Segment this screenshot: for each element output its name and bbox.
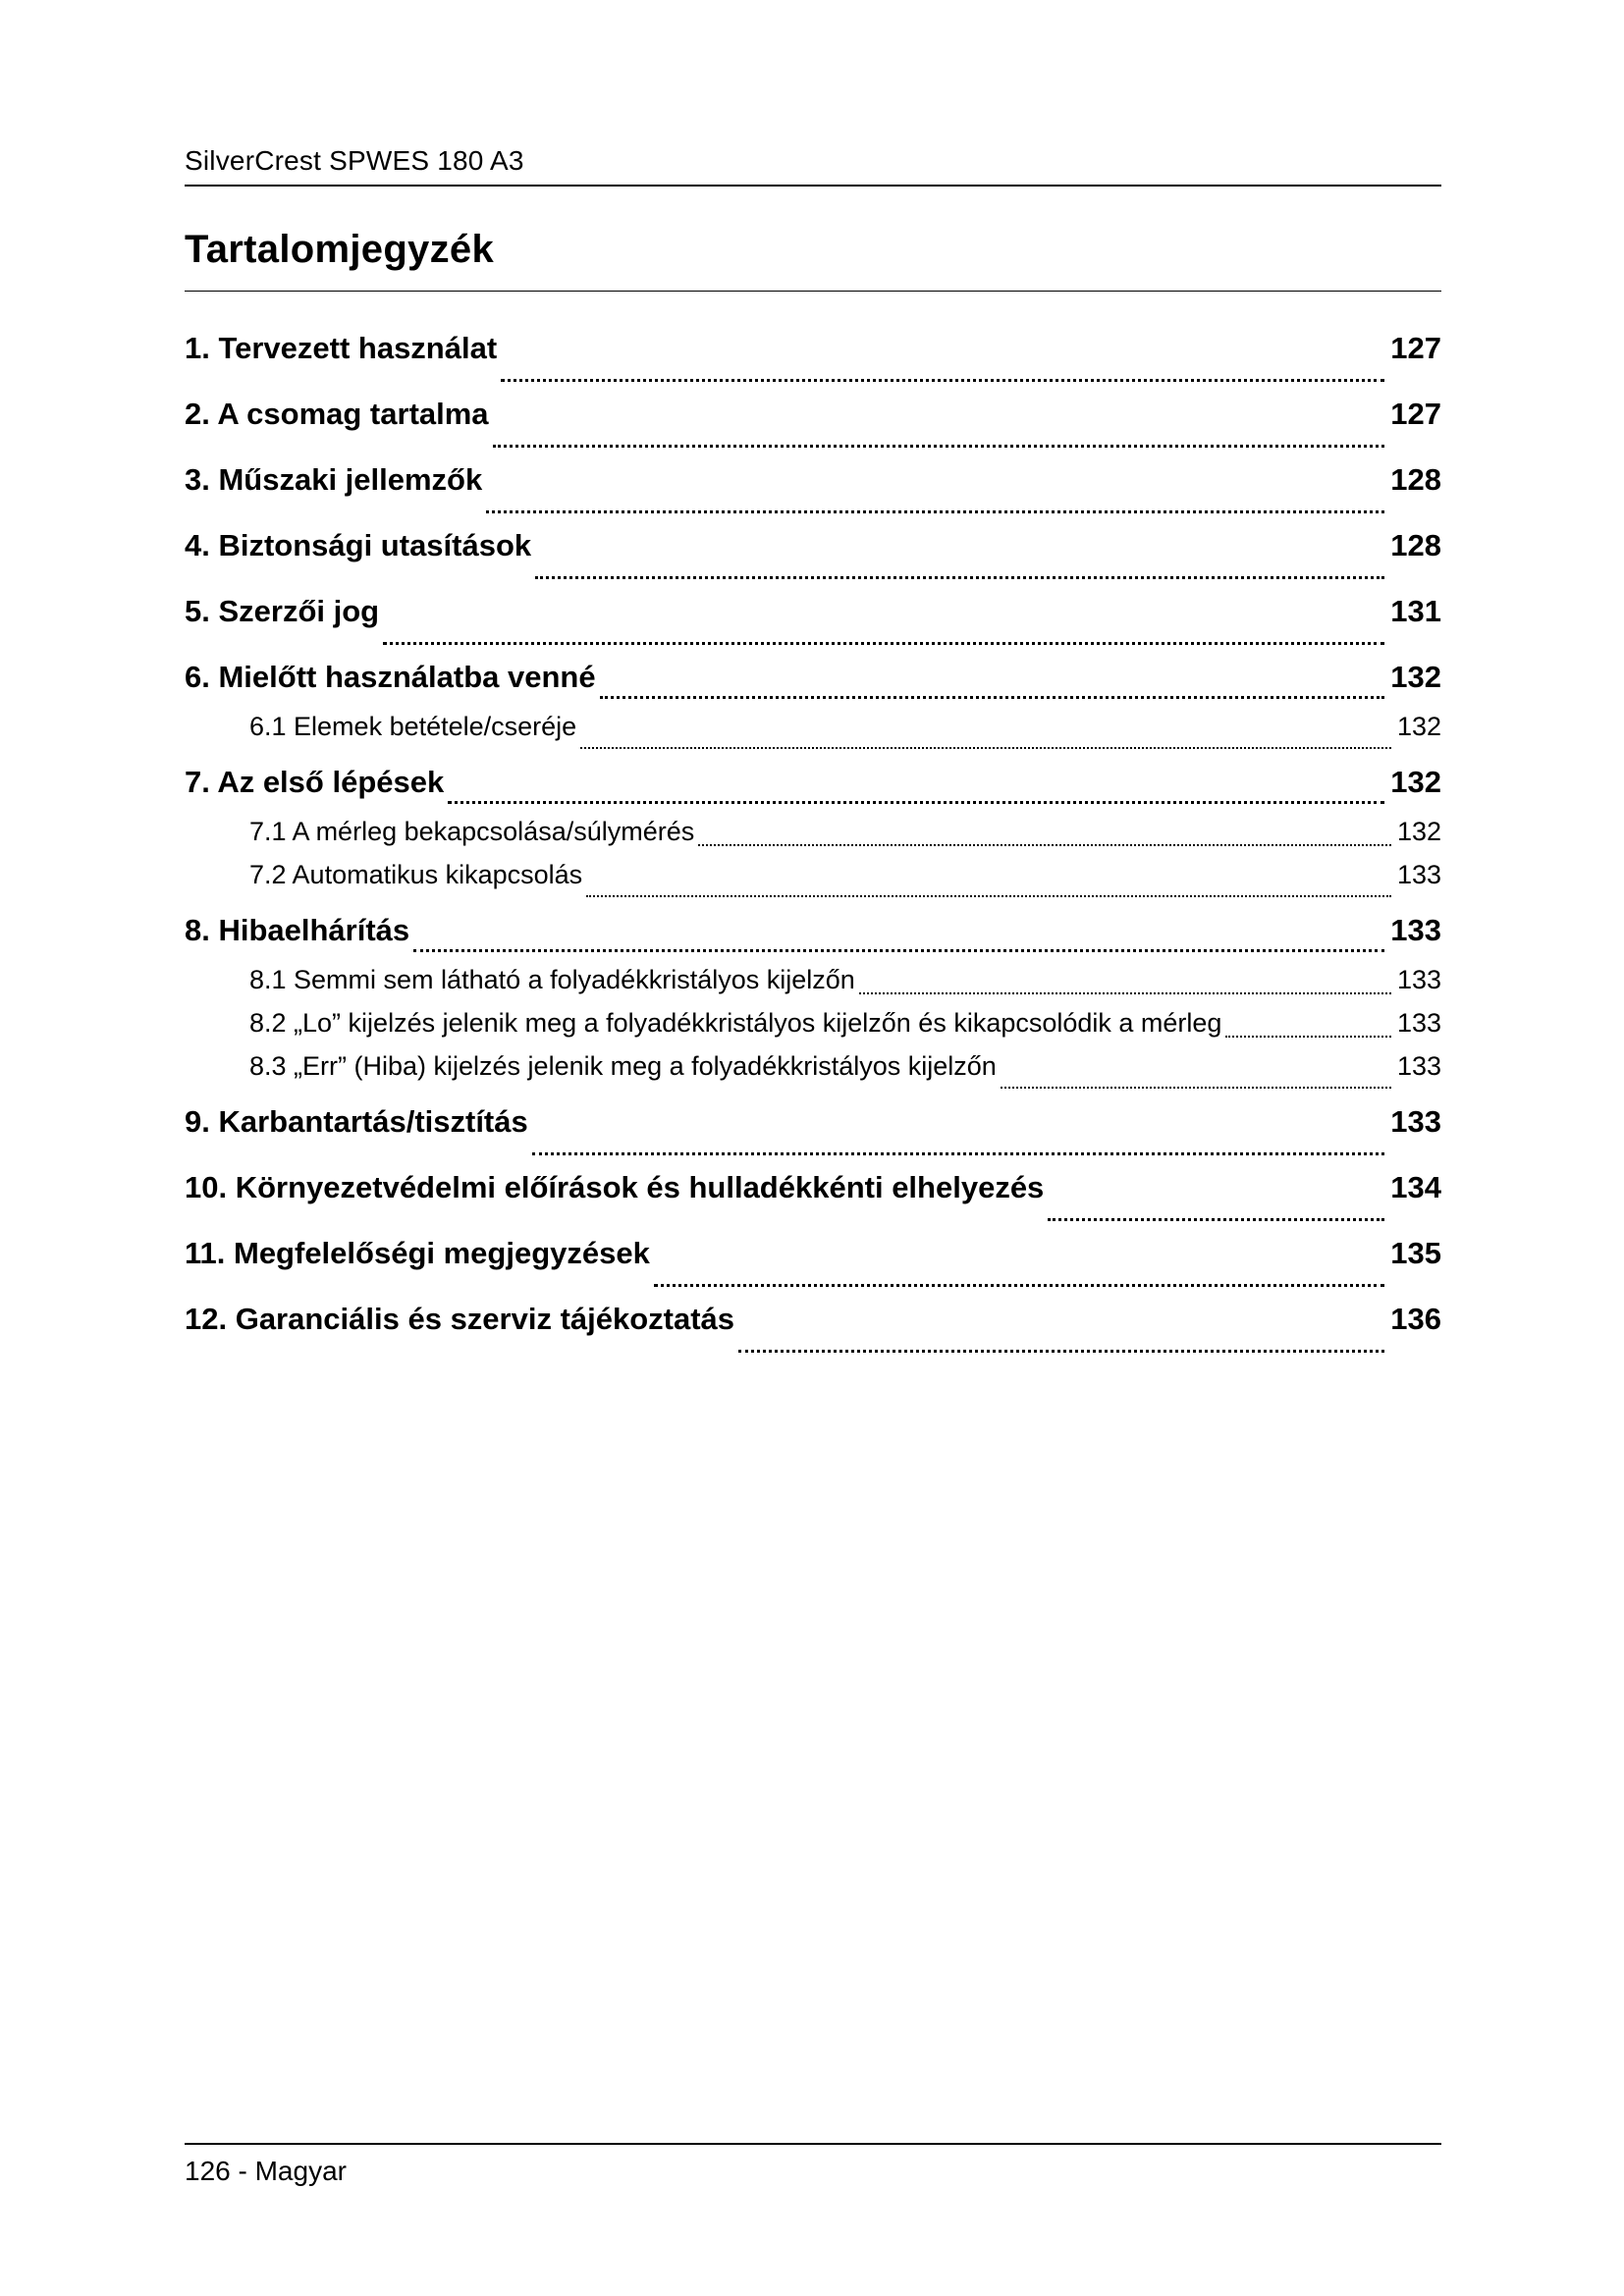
toc-subentry[interactable] <box>185 707 1441 758</box>
toc-entry-label: 6. Mielőtt használatba venné <box>185 660 596 694</box>
table-of-contents <box>185 324 1441 1361</box>
toc-entry-label: 12. Garanciális és szerviz tájékoztatás <box>185 1302 735 1336</box>
dot-leader <box>486 510 1384 513</box>
toc-entry[interactable] <box>185 587 1441 653</box>
running-header: SilverCrest SPWES 180 A3 <box>185 145 524 176</box>
dot-leader <box>501 379 1384 382</box>
toc-entry[interactable] <box>185 758 1441 812</box>
toc-entry-page: 132 <box>1390 660 1441 694</box>
toc-entry[interactable] <box>185 521 1441 587</box>
toc-entry-page: 132 <box>1390 765 1441 799</box>
toc-entry-label: 7. Az első lépések <box>185 765 445 799</box>
toc-entry-label: 2. A csomag tartalma <box>185 397 489 431</box>
toc-entry-label: 4. Biztonsági utasítások <box>185 528 532 562</box>
dot-leader <box>580 747 1391 749</box>
toc-entry-page: 133 <box>1390 913 1441 947</box>
toc-entry[interactable] <box>185 1229 1441 1295</box>
toc-entry[interactable] <box>185 906 1441 960</box>
toc-entry-label: 9. Karbantartás/tisztítás <box>185 1104 528 1139</box>
toc-subentry[interactable] <box>185 1003 1441 1046</box>
toc-entry-label: 10. Környezetvédelmi előírások és hulladékkénti elhelyezés <box>185 1170 1045 1204</box>
toc-entry[interactable] <box>185 455 1441 521</box>
dot-leader <box>859 992 1391 994</box>
dot-leader <box>532 1152 1385 1155</box>
dot-leader <box>586 895 1391 897</box>
toc-subentry-label: 7.1 A mérleg bekapcsolása/súlymérés <box>249 817 695 846</box>
toc-entry-page: 127 <box>1390 331 1441 365</box>
toc-entry-page: 128 <box>1390 462 1441 497</box>
toc-entry-page: 131 <box>1390 594 1441 628</box>
dot-leader <box>698 844 1391 846</box>
toc-entry[interactable] <box>185 1295 1441 1361</box>
toc-entry-page: 134 <box>1390 1170 1441 1204</box>
toc-entry[interactable] <box>185 1163 1441 1229</box>
header-divider <box>185 185 1441 187</box>
dot-leader <box>600 696 1385 699</box>
toc-subentry-page: 133 <box>1396 1008 1441 1038</box>
toc-subentry-label: 8.3 „Err” (Hiba) kijelzés jelenik meg a folyadékkristályos kijelzőn <box>249 1051 997 1081</box>
toc-subentry-label: 8.2 „Lo” kijelzés jelenik meg a folyadékkristályos kijelzőn és kikapcsolódik a mérleg <box>249 1008 1222 1038</box>
toc-subentry-label: 6.1 Elemek betétele/cseréje <box>249 712 577 741</box>
page-title: Tartalomjegyzék <box>185 228 494 271</box>
dot-leader <box>1048 1218 1384 1221</box>
toc-entry-page: 136 <box>1390 1302 1441 1336</box>
toc-entry-label: 5. Szerzői jog <box>185 594 380 628</box>
toc-entry-label: 3. Műszaki jellemzők <box>185 462 483 497</box>
document-page <box>185 0 1441 2296</box>
dot-leader <box>654 1284 1384 1287</box>
toc-entry[interactable] <box>185 324 1441 390</box>
toc-entry-page: 135 <box>1390 1236 1441 1270</box>
toc-entry-label: 1. Tervezett használat <box>185 331 498 365</box>
toc-subentry-page: 133 <box>1396 860 1441 889</box>
title-divider <box>185 291 1441 292</box>
dot-leader <box>448 801 1384 804</box>
dot-leader <box>493 445 1385 448</box>
footer-divider <box>185 2143 1441 2145</box>
toc-subentry-label: 8.1 Semmi sem látható a folyadékkristályos kijelzőn <box>249 965 855 994</box>
toc-entry[interactable] <box>185 390 1441 455</box>
dot-leader <box>738 1350 1384 1353</box>
page-footer: 126 - Magyar <box>185 2156 347 2186</box>
toc-subentry[interactable] <box>185 1046 1441 1097</box>
toc-subentry[interactable] <box>185 855 1441 906</box>
dot-leader <box>383 642 1384 645</box>
toc-entry-label: 11. Megfelelőségi megjegyzések <box>185 1236 650 1270</box>
toc-subentry-page: 133 <box>1396 1051 1441 1081</box>
toc-entry-page: 128 <box>1390 528 1441 562</box>
dot-leader <box>1001 1087 1391 1089</box>
toc-subentry-page: 133 <box>1396 965 1441 994</box>
toc-subentry-page: 132 <box>1396 712 1441 741</box>
toc-entry[interactable] <box>185 1097 1441 1163</box>
toc-entry-label: 8. Hibaelhárítás <box>185 913 410 947</box>
toc-subentry[interactable] <box>185 812 1441 855</box>
toc-entry-page: 133 <box>1390 1104 1441 1139</box>
dot-leader <box>1225 1036 1390 1038</box>
dot-leader <box>535 576 1384 579</box>
toc-entry-page: 127 <box>1390 397 1441 431</box>
toc-subentry[interactable] <box>185 960 1441 1003</box>
toc-entry[interactable] <box>185 653 1441 707</box>
toc-subentry-label: 7.2 Automatikus kikapcsolás <box>249 860 583 889</box>
toc-subentry-page: 132 <box>1396 817 1441 846</box>
dot-leader <box>413 949 1384 952</box>
